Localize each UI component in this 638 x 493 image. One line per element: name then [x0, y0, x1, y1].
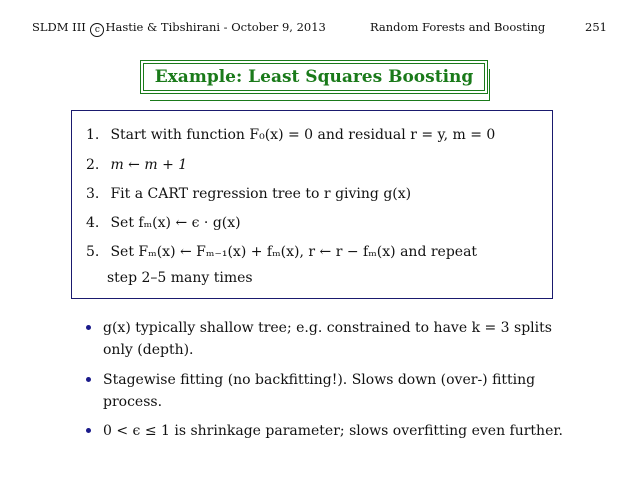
- bullet-text: g(x) typically shallow tree; e.g. constrained to have k = 3 splits: [103, 320, 552, 336]
- bullet-text-continued: process.: [103, 394, 163, 410]
- step-text: Fit a CART regression tree to r giving g(x): [110, 186, 412, 202]
- step-number: 2.: [86, 157, 100, 173]
- bullet-text-continued: only (depth).: [103, 342, 194, 358]
- header-course: SLDM III: [32, 20, 86, 34]
- title-shadow-right: [489, 69, 490, 101]
- bullet-text: 0 < ϵ ≤ 1 is shrinkage parameter; slows overfitting even further.: [103, 423, 563, 439]
- algorithm-step-5-continued: step 2–5 many times: [107, 270, 253, 286]
- title-box: [143, 63, 485, 91]
- algorithm-step-2: [86, 157, 187, 173]
- bullet-dot: [86, 377, 91, 382]
- step-text: Set Fₘ(x) ← Fₘ₋₁(x) + fₘ(x), r ← r − fₘ(x) and repeat: [110, 244, 478, 260]
- header-left: [32, 20, 326, 37]
- slide-title: Example: Least Squares Boosting: [154, 67, 474, 87]
- algorithm-step-3: [86, 186, 411, 202]
- bullet-text: Stagewise fitting (no backfitting!). Slows down (over-) fitting: [103, 372, 536, 388]
- header-authors-date: Hastie & Tibshirani - October 9, 2013: [105, 20, 326, 34]
- title-shadow-bottom: [150, 100, 490, 101]
- bullet-dot: [86, 325, 91, 330]
- header-topic: Random Forests and Boosting: [370, 20, 546, 34]
- step-text: Start with function F₀(x) = 0 and residual r = y, m = 0: [110, 127, 496, 143]
- step-text: Set fₘ(x) ← ϵ · g(x): [110, 215, 241, 231]
- algorithm-step-5: [86, 244, 477, 260]
- algorithm-step-1: [86, 127, 495, 143]
- step-number: 5.: [86, 244, 100, 260]
- step-number: 3.: [86, 186, 100, 202]
- copyright-mark: c: [90, 23, 104, 37]
- step-number: 4.: [86, 215, 100, 231]
- step-text: m ← m + 1: [110, 157, 188, 173]
- algorithm-step-4: [86, 215, 241, 231]
- page-number: 251: [585, 20, 607, 34]
- step-number: 1.: [86, 127, 100, 143]
- bullet-dot: [86, 428, 91, 433]
